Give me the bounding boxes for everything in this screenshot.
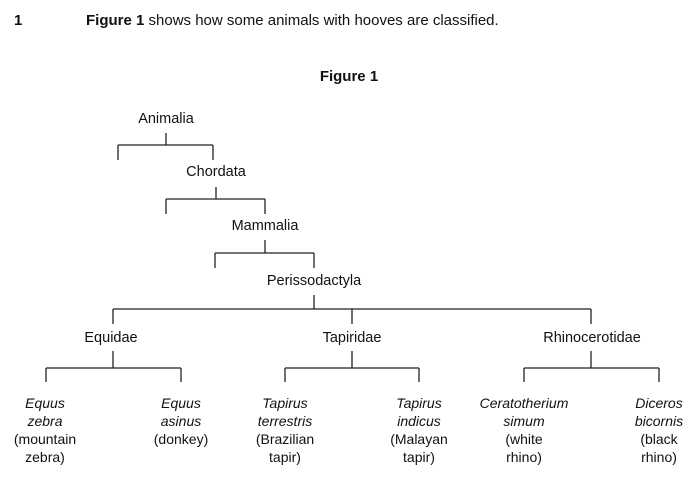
node-kingdom: Animalia [138,111,194,127]
species-tapirus-indicus [390,394,448,466]
species-genus: Equus [25,395,65,411]
species-epithet: bicornis [634,413,684,429]
species-genus: Tapirus [396,395,442,411]
species-epithet: simum [503,413,545,429]
species-common-name: (donkey) [153,431,209,447]
connector-mammalia [215,240,314,268]
species-epithet: asinus [160,413,202,429]
species-tapirus-terrestris [256,394,314,466]
figure-title: Figure 1 [319,68,379,85]
connector-perissodactyla [113,295,591,324]
intro-text: shows how some animals with hooves are classified. [144,12,499,29]
species-ceratotherium-simum [480,394,569,466]
species-epithet: indicus [397,413,441,429]
species-common-name: (white [505,431,543,447]
species-equus-zebra [14,394,76,466]
species-common-name: (Brazilian [255,431,315,447]
species-genus: Equus [161,395,201,411]
species-epithet: terrestris [257,413,313,429]
node-phylum: Chordata [186,164,246,180]
node-class: Mammalia [231,218,299,234]
figure-reference: Figure 1 [86,12,145,29]
species-epithet: zebra [27,413,63,429]
species-diceros-bicornis [635,394,683,466]
question-number: 1 [14,12,23,29]
species-genus: Ceratotherium [479,395,569,411]
species-common-name-cont: rhino) [641,449,677,465]
node-family-rhinocerotidae: Rhinocerotidae [543,330,641,346]
species-genus: Tapirus [262,395,308,411]
connector-equidae [46,351,181,382]
species-equus-asinus [154,394,208,448]
species-common-name: (Malayan [390,431,448,447]
node-order: Perissodactyla [266,273,362,289]
species-common-name-cont: zebra) [25,449,65,465]
connector-chordata [166,187,265,214]
species-common-name-cont: rhino) [506,449,542,465]
species-common-name-cont: tapir) [269,449,301,465]
connector-tapiridae [285,351,419,382]
species-common-name: (black [640,431,678,447]
node-family-tapiridae: Tapiridae [322,330,382,346]
species-common-name: (mountain [13,431,77,447]
node-family-equidae: Equidae [84,330,138,346]
connector-rhinocerotidae [524,351,659,382]
connector-animalia [118,133,213,160]
species-common-name-cont: tapir) [403,449,435,465]
species-genus: Diceros [635,395,683,411]
